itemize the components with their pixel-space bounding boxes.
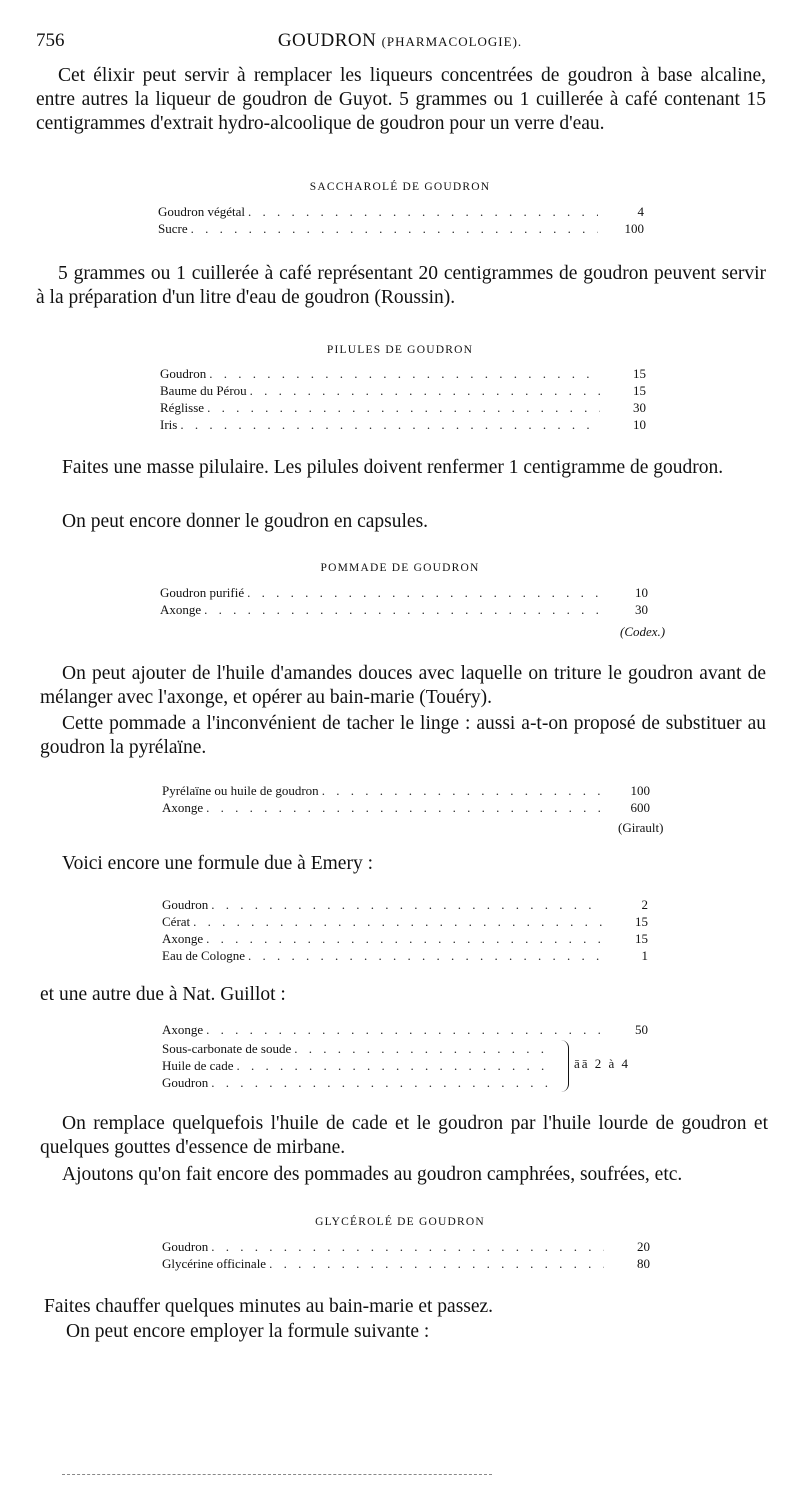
recipe-title-saccharole: SACCHAROLÉ DE GOUDRON (309, 181, 491, 193)
recipe-line (160, 584, 648, 601)
recipe-line (162, 1057, 554, 1074)
ingredient-qty: 1 (641, 948, 648, 963)
recipe-title-glycerole: GLYCÉROLÉ DE GOUDRON (315, 1216, 485, 1228)
recipe-line (162, 1238, 650, 1255)
recipe-line (162, 1074, 554, 1091)
ingredient-name: Axonge (162, 931, 204, 946)
recipe-line (162, 1040, 554, 1057)
ingredient-name: Goudron (162, 1239, 209, 1254)
ingredient-name: Goudron végétal (158, 204, 246, 219)
recipe-line (162, 782, 650, 799)
page-number: 756 (36, 30, 65, 51)
ingredient-name: Axonge (162, 1022, 204, 1037)
paragraph-9: On remplace quelquefois l'huile de cade et le goudron par l'huile lourde de goudron et quelques gouttes d'essence de mirbane. (40, 1113, 768, 1158)
paragraph-1: Cet élixir peut servir à remplacer les liqueurs concentrées de goudron à base alcaline, entre autres la liqueur de goudron de Guyot. 5 grammes ou 1 cuillerée à café contenant 15 centigrammes d'extrait hydro-alcoolique de goudron pour un verre d'eau. (36, 65, 766, 134)
recipe-guillot-first (162, 1021, 648, 1038)
ingredient-qty: 10 (635, 585, 648, 600)
recipe-source-girault: (Girault) (618, 820, 664, 835)
recipe-emery (162, 896, 648, 964)
paragraph-4: On peut encore donner le goudron en capsules. (62, 511, 429, 532)
paragraph-5: On peut ajouter de l'huile d'amandes douces avec laquelle on triture le goudron avant de mélanger avec l'axonge, et opérer au bain-marie (Touéry). (40, 663, 766, 708)
running-title-main: GOUDRON (277, 30, 377, 51)
grouped-ingredients (162, 1040, 554, 1091)
ingredient-qty: 20 (637, 1239, 650, 1254)
grouped-quantity: āā 2 à 4 (574, 1056, 631, 1071)
ingredient-qty: 80 (637, 1256, 650, 1271)
recipe-line (162, 947, 648, 964)
recipe-pyrelaine (162, 782, 650, 816)
ingredient-qty: 15 (635, 914, 648, 929)
ingredient-qty: 30 (635, 602, 648, 617)
ingredient-name: Goudron (162, 1075, 209, 1090)
paragraph-2: 5 grammes ou 1 cuillerée à café représentant 20 centigrammes de goudron peuvent servir à la préparation d'un litre d'eau de goudron (Roussin). (36, 263, 766, 308)
ingredient-name: Cérat (162, 914, 191, 929)
recipe-guillot-grouped (162, 1040, 662, 1096)
recipe-title-pilules: PILULES DE GOUDRON (326, 344, 474, 356)
ingredient-qty: 15 (635, 931, 648, 946)
recipe-saccharole (158, 203, 644, 237)
recipe-line (162, 1021, 648, 1038)
ingredient-name: Sucre (158, 221, 188, 236)
ingredient-name: Réglisse (160, 400, 205, 415)
recipe-line (160, 365, 646, 382)
recipe-line (160, 601, 648, 618)
recipe-line (162, 896, 648, 913)
ingredient-qty: 50 (635, 1022, 648, 1037)
ingredient-name: Huile de cade (162, 1058, 234, 1073)
ingredient-name: Axonge (162, 800, 204, 815)
recipe-line (162, 930, 648, 947)
running-title (36, 30, 764, 52)
ingredient-qty: 100 (630, 783, 650, 798)
recipe-glycerole (162, 1238, 650, 1272)
running-title-sub: (PHARMACOLOGIE). (381, 34, 523, 49)
recipe-line (160, 382, 646, 399)
page-bottom-rule (62, 1474, 492, 1475)
recipe-line (162, 1255, 650, 1272)
paragraph-6: Cette pommade a l'inconvénient de tacher le linge : aussi a-t-on proposé de substituer au goudron la pyrélaïne. (40, 713, 766, 758)
recipe-line (160, 399, 646, 416)
recipe-pilules (160, 365, 646, 433)
ingredient-qty: 15 (633, 366, 646, 381)
recipe-source-codex: (Codex.) (620, 624, 666, 639)
ingredient-name: Iris (160, 417, 178, 432)
curly-brace-icon (556, 1040, 569, 1092)
ingredient-name: Baume du Pérou (160, 383, 247, 398)
ingredient-name: Goudron (162, 897, 209, 912)
recipe-line (162, 799, 650, 816)
ingredient-qty: 2 (641, 897, 648, 912)
ingredient-name: Sous-carbonate de soude (162, 1041, 292, 1056)
ingredient-qty: 10 (633, 417, 646, 432)
ingredient-name: Goudron purifié (160, 585, 245, 600)
ingredient-name: Goudron (160, 366, 207, 381)
ingredient-qty: 15 (633, 383, 646, 398)
recipe-line (162, 913, 648, 930)
ingredient-qty: 4 (637, 204, 644, 219)
ingredient-qty: 30 (633, 400, 646, 415)
recipe-pommade (160, 584, 648, 618)
paragraph-8: et une autre due à Nat. Guillot : (40, 984, 286, 1005)
recipe-title-pommade: POMMADE DE GOUDRON (320, 562, 480, 574)
recipe-line (158, 203, 644, 220)
paragraph-3: Faites une masse pilulaire. Les pilules doivent renfermer 1 centigramme de goudron. (62, 457, 724, 478)
paragraph-7: Voici encore une formule due à Emery : (62, 853, 373, 874)
ingredient-name: Pyrélaïne ou huile de goudron (162, 783, 319, 798)
ingredient-name: Eau de Cologne (162, 948, 246, 963)
page-header (36, 30, 764, 54)
recipe-line (158, 220, 644, 237)
ingredient-qty: 600 (630, 800, 650, 815)
ingredient-qty: 100 (624, 221, 644, 236)
ingredient-name: Glycérine officinale (162, 1256, 267, 1271)
recipe-line (160, 416, 646, 433)
paragraph-10: Ajoutons qu'on fait encore des pommades au goudron camphrées, soufrées, etc. (62, 1164, 683, 1185)
ingredient-name: Axonge (160, 602, 202, 617)
paragraph-12: On peut encore employer la formule suivante : (66, 1321, 430, 1342)
paragraph-11: Faites chauffer quelques minutes au bain-marie et passez. (44, 1296, 494, 1317)
